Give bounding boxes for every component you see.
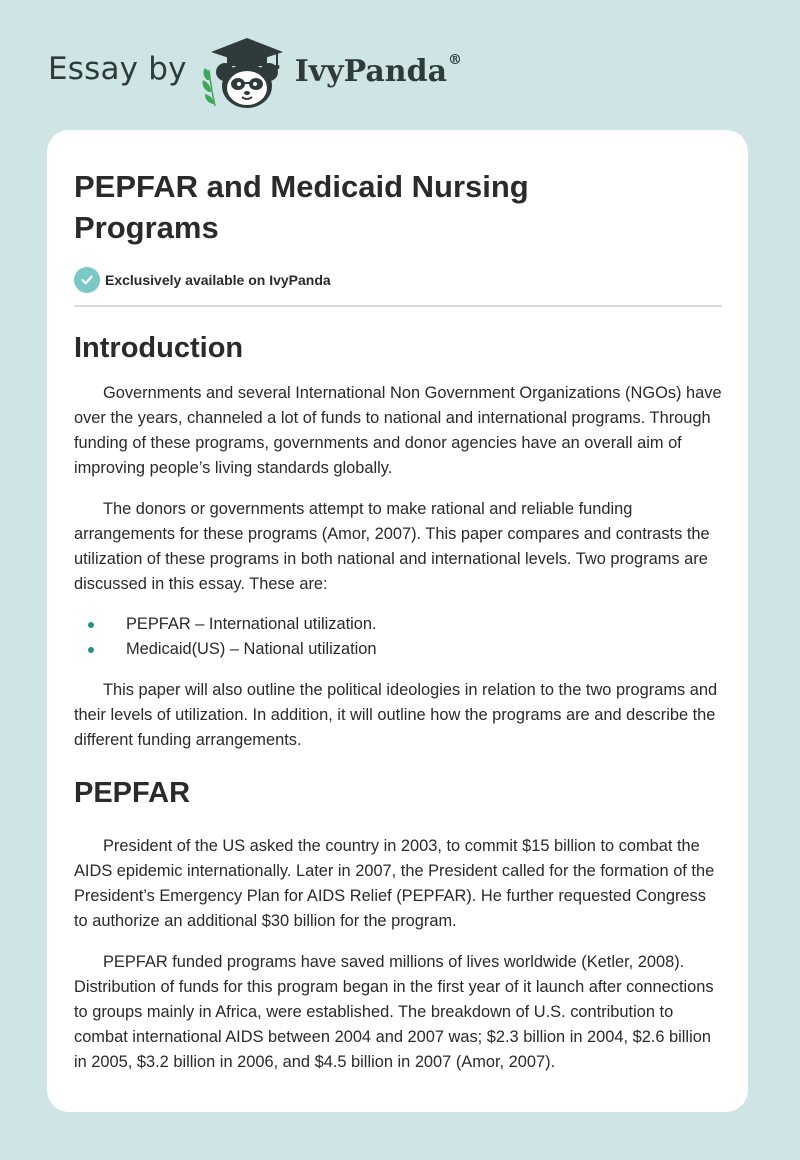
- site-header: [48, 30, 462, 110]
- list-item-text: PEPFAR – International utilization.: [126, 615, 377, 633]
- paragraph: Governments and several International Non Government Organizations (NGOs) have over the years, channeled a lot of funds to national and international programs. Through funding of these programs, governments and donor agencies have an overall aim of improving people’s living standards globally.: [74, 384, 722, 477]
- check-icon: [74, 267, 100, 293]
- paragraph: President of the US asked the country in 2003, to commit $15 billion to combat the AIDS epidemic internationally. Later in 2007, the President called for the formation of the President’s Emergency Plan for AIDS Relief (PEPFAR). He further requested Congress to authorize an additional $30 billion for the program.: [74, 837, 715, 930]
- page-title: PEPFAR and Medicaid Nursing Programs: [74, 169, 529, 245]
- paragraph: PEPFAR funded programs have saved millions of lives worldwide (Ketler, 2008). Distribution of funds for this program began in the first year of it launch after connections to groups mainly in Africa, were established. The breakdown of U.S. contribution to combat international AIDS between 2004 and 2007 was; $2.3 billion in 2004, $2.6 billion in 2005, $3.2 billion in 2006, and $4.5 billion in 2007 (Amor, 2007).: [74, 953, 714, 1071]
- divider: [74, 305, 722, 307]
- list-item-text: Medicaid(US) – National utilization: [126, 640, 377, 658]
- brand-text: IvyPanda: [294, 53, 448, 89]
- list-item: [74, 612, 722, 637]
- essay-card: [47, 130, 748, 1112]
- essay-by-label: Essay by: [48, 51, 187, 87]
- brand-name[interactable]: [294, 51, 463, 89]
- registered-mark: ®: [448, 51, 463, 68]
- paragraph: The donors or governments attempt to make rational and reliable funding arrangements for these programs (Amor, 2007). This paper compares and contrasts the utilization of these programs in both national and international levels. Two programs are discussed in this essay. These are:: [74, 500, 710, 593]
- list-item: [74, 637, 722, 662]
- paragraph: This paper will also outline the political ideologies in relation to the two programs and their levels of utilization. In addition, it will outline how the programs are and describe the different funding arrangements.: [74, 681, 718, 749]
- section-heading-pepfar: PEPFAR: [74, 777, 191, 809]
- bullet-icon: [88, 647, 94, 653]
- exclusive-badge: [74, 266, 722, 294]
- panda-logo-icon[interactable]: [197, 30, 293, 110]
- bullet-icon: [88, 622, 94, 628]
- program-list: [74, 612, 722, 662]
- exclusive-badge-label: Exclusively available on IvyPanda: [105, 272, 331, 288]
- section-heading-introduction: Introduction: [74, 332, 244, 364]
